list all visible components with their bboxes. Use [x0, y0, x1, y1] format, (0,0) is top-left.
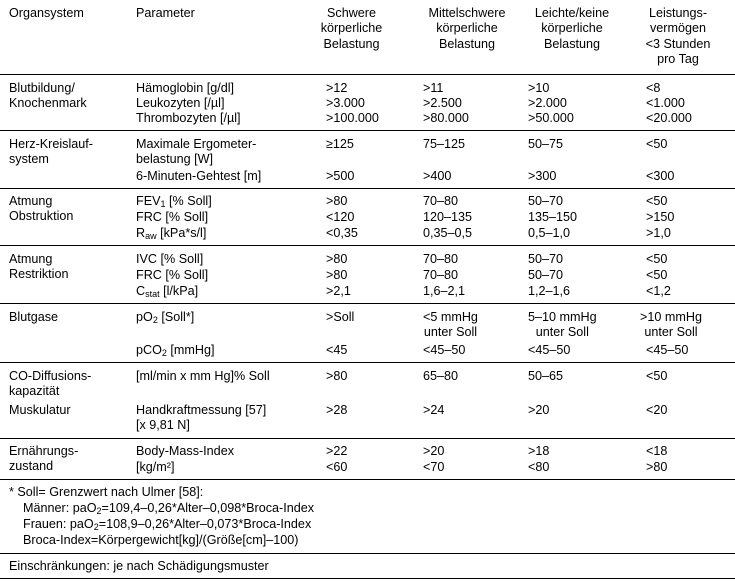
footnote-soll: * Soll= Grenzwert nach Ulmer [58]: [9, 485, 204, 499]
cell: 0,35–0,5 [423, 226, 473, 240]
rule [0, 479, 735, 480]
cell: <50 [646, 268, 668, 282]
cell: >80 [326, 268, 348, 282]
param-kgm2: [kg/m²] [136, 460, 175, 474]
cell: >Soll [326, 310, 355, 324]
cell: <1,2 [646, 284, 671, 298]
cell: >10 mmHg unter Soll [640, 310, 702, 340]
param-fev1: $FEV_1$ [% Soll] [136, 194, 212, 209]
cell: <120 [326, 210, 355, 224]
organ-atmung-restriktion: Atmung Restriktion [9, 252, 69, 282]
footnote-maenner: Männer: paO$_2$=109,4–0,26*Alter–0,098*Broca-Index [23, 501, 315, 516]
cell: 70–80 [423, 252, 459, 266]
footnote-frauen: Frauen: paO$_2$=108,9–0,26*Alter–0,073*Broca-Index [23, 517, 312, 532]
cell: >2.500 [423, 96, 462, 110]
cell: <8 [646, 81, 661, 95]
cell: <50 [646, 194, 668, 208]
cell: >80 [646, 460, 668, 474]
cell: 70–80 [423, 268, 459, 282]
rule [0, 578, 735, 579]
organ-blutgase: Blutgase [9, 310, 59, 324]
organ-atmung-obstruktion: Atmung Obstruktion [9, 194, 74, 224]
param-leukozyten: Leukozyten [/µl] [136, 96, 225, 110]
cell: <5 mmHg unter Soll [423, 310, 478, 340]
rule [0, 362, 735, 363]
cell: >22 [326, 444, 348, 458]
cell: 1,6–2,1 [423, 284, 466, 298]
cell: <45–50 [646, 343, 689, 357]
param-co-soll: [ml/min x mm Hg]% Soll [136, 369, 270, 383]
cell: 70–80 [423, 194, 459, 208]
cell: <1.000 [646, 96, 685, 110]
cell: >400 [423, 169, 452, 183]
cell: >300 [528, 169, 557, 183]
cell: <60 [326, 460, 348, 474]
param-po2: $pO_2$ [Soll*] [136, 310, 195, 325]
header-leistungsvermoegen: Leistungs- vermögen <3 Stunden pro Tag [645, 6, 711, 66]
cell: >80 [326, 369, 348, 383]
cell: 50–75 [528, 137, 564, 151]
cell: 75–125 [423, 137, 466, 151]
cell: 50–70 [528, 268, 564, 282]
cell: <45–50 [423, 343, 466, 357]
cell: >80 [326, 194, 348, 208]
cell: 120–135 [423, 210, 473, 224]
einschraenkungen: Einschränkungen: je nach Schädigungsmuster [9, 559, 269, 573]
organ-herz-kreislauf: Herz-Kreislauf- system [9, 137, 93, 167]
param-pco2: pCO$_2$ [mmHg] [136, 343, 215, 358]
cell: >28 [326, 403, 348, 417]
cell: <20 [646, 403, 668, 417]
cell: >80.000 [423, 111, 469, 125]
param-raw: $R_{aw}$ [kPa*s/l] [136, 226, 207, 241]
rule [0, 130, 735, 131]
param-thrombozyten: Thrombozyten [/µl] [136, 111, 241, 125]
cell: <300 [646, 169, 675, 183]
header-mittelschwere-belastung: Mittelschwere körperliche Belastung [428, 6, 506, 51]
cell: >150 [646, 210, 675, 224]
organ-muskulatur: Muskulatur [9, 403, 71, 417]
cell: <0,35 [326, 226, 358, 240]
cell: <50 [646, 369, 668, 383]
cell: 65–80 [423, 369, 459, 383]
cell: >80 [326, 252, 348, 266]
cell: >100.000 [326, 111, 379, 125]
cell: 1,2–1,6 [528, 284, 571, 298]
cell: <70 [423, 460, 445, 474]
cell: >11 [423, 81, 444, 95]
cell: 50–70 [528, 252, 564, 266]
cell: >20 [528, 403, 550, 417]
cell: <80 [528, 460, 550, 474]
header-organsystem: Organsystem [9, 6, 84, 20]
organ-co-diffusion: CO-Diffusions- kapazität [9, 369, 92, 399]
organ-blutbildung: Blutbildung/ Knochenmark [9, 81, 87, 111]
cell: >3.000 [326, 96, 365, 110]
rule [0, 245, 735, 246]
cell: >24 [423, 403, 445, 417]
cell: 50–65 [528, 369, 564, 383]
rule [0, 438, 735, 439]
param-ivc: IVC [% Soll] [136, 252, 204, 266]
cell: <45 [326, 343, 348, 357]
rule [0, 188, 735, 189]
cell: >1,0 [646, 226, 671, 240]
param-ergometerbelastung: Maximale Ergometer- belastung [W] [136, 137, 257, 167]
param-handkraft: Handkraftmessung [57] [x 9,81 N] [136, 403, 267, 433]
param-frc: FRC [% Soll] [136, 210, 209, 224]
cell: <50 [646, 252, 668, 266]
param-frc: FRC [% Soll] [136, 268, 209, 282]
cell: >10 [528, 81, 550, 95]
cell: >500 [326, 169, 355, 183]
cell: <18 [646, 444, 668, 458]
cell: >2,1 [326, 284, 351, 298]
header-leichte-belastung: Leichte/keine körperliche Belastung [534, 6, 610, 51]
rule [0, 303, 735, 304]
cell: >12 [326, 81, 348, 95]
cell: >50.000 [528, 111, 574, 125]
cell: ≥125 [326, 137, 354, 151]
cell: 50–70 [528, 194, 564, 208]
rule [0, 553, 735, 554]
cell: >18 [528, 444, 550, 458]
organ-ernaehrung: Ernährungs- zustand [9, 444, 79, 474]
cell: <20.000 [646, 111, 692, 125]
cell: 0,5–1,0 [528, 226, 571, 240]
rule [0, 74, 735, 75]
param-gehtest: 6-Minuten-Gehtest [m] [136, 169, 262, 183]
param-haemoglobin: Hämoglobin [g/dl] [136, 81, 235, 95]
header-schwere-belastung: Schwere körperliche Belastung [320, 6, 383, 51]
param-bmi: Body-Mass-Index [136, 444, 234, 458]
footnote-broca: Broca-Index=Körpergewicht[kg]/(Größe[cm]–100) [23, 533, 299, 547]
cell: <50 [646, 137, 668, 151]
cell: >20 [423, 444, 445, 458]
header-parameter: Parameter [136, 6, 195, 20]
cell: 135–150 [528, 210, 578, 224]
cell: >2.000 [528, 96, 567, 110]
cell: <45–50 [528, 343, 571, 357]
param-cstat: $C_{stat}$ [l/kPa] [136, 284, 199, 299]
cell: 5–10 mmHg unter Soll [528, 310, 597, 340]
